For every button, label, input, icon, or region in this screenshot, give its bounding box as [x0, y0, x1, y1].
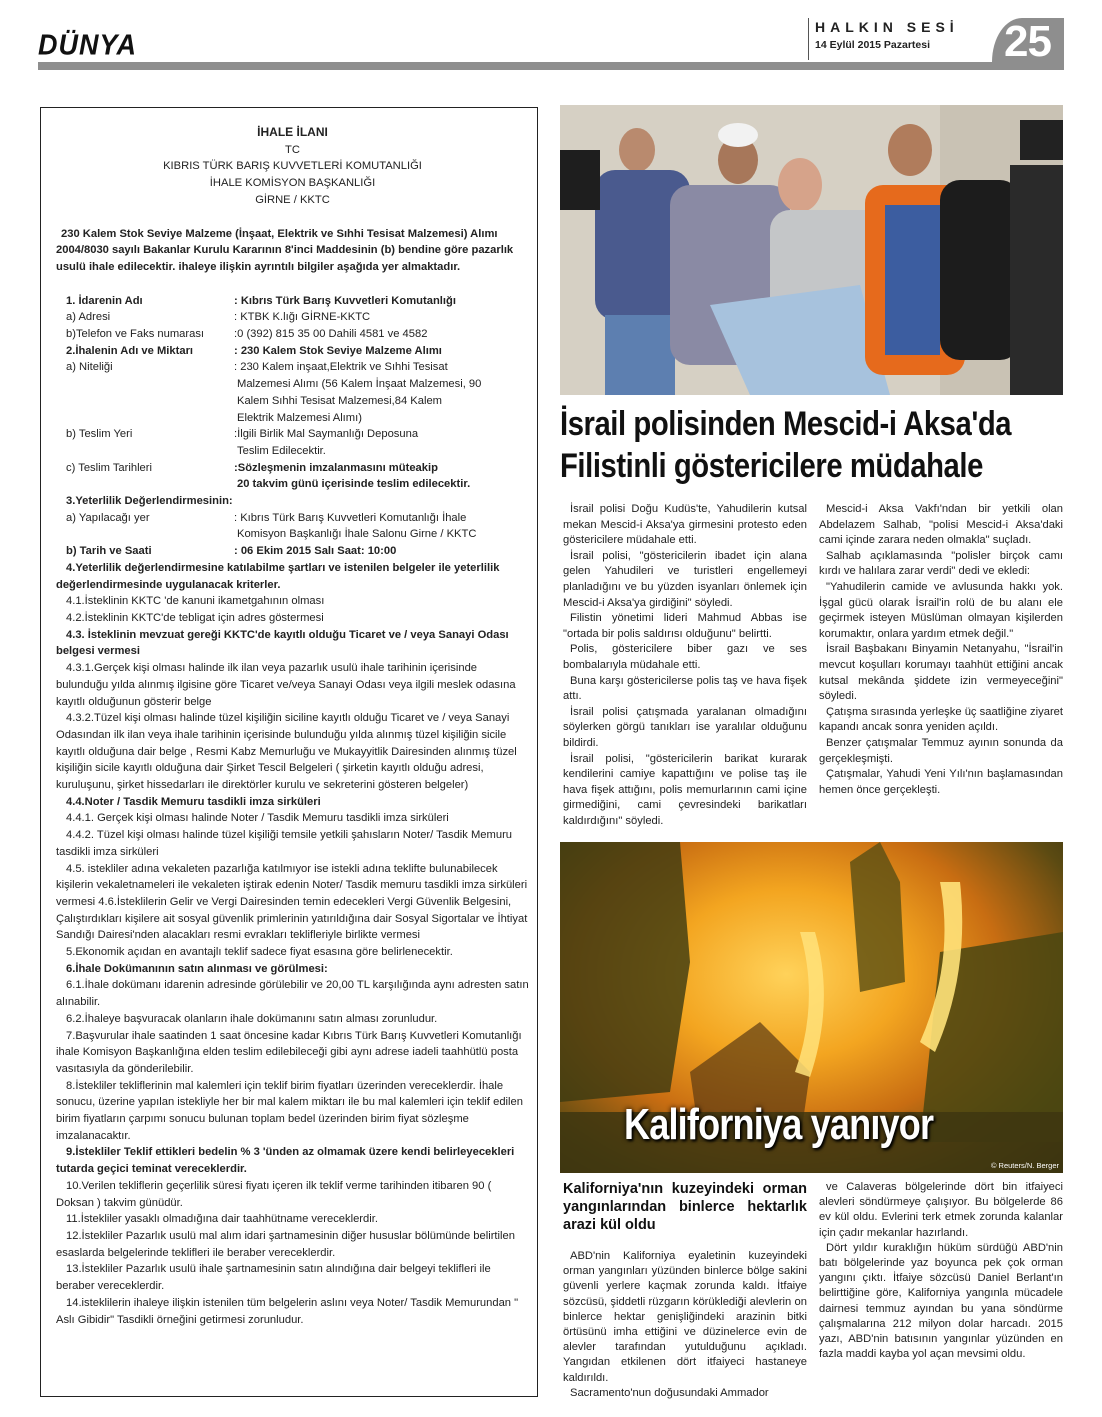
notice-paragraph: 4.1.İsteklinin KKTC 'de kanuni ikametgahının olması	[66, 595, 325, 608]
notice-field	[56, 426, 529, 459]
article-paragraph: ABD'nin Kaliforniya eyaletinin kuzeyindeki orman yangınları yüzünden binlerce bölge sakini güvenli yerlere kaçmak zorunda kaldı. İtfaiye sözcüsü, şiddetli rüzgarın körüklediği alevlerin on binlerce hektar genişliğindeki arazinin bitki örtüsünü imha ettiğini ve düzinelerce evin de alevler tarafından yutulduğunu açıkladı. Yangıdan etkilenen dört itfaiyeci hastaneye kaldırıldı.	[563, 1250, 807, 1384]
field-value-line: : Kıbrıs Türk Barış Kuvvetleri Komutanlığı	[234, 294, 456, 307]
article-column	[819, 502, 1063, 829]
article-paragraph: İsrail polisi, "göstericilerin barikat kurarak kendilerini camiye kapattığını ve polise taş ile hava fişek attığını, polis memurlarının cami içine girmediğini, cami çevresindeki barikatları kaldırdığını" söyledi.	[563, 752, 807, 827]
article-body	[563, 502, 1063, 829]
notice-paragraph: 6.2.İhaleye başvuracak olanların ihale dokümanını satın alması zorunludur.	[66, 1012, 438, 1025]
field-label: a) Yapılacağı yer	[66, 511, 150, 524]
article-paragraph: İsrail polisi, "göstericilerin ibadet için alana gelen Yahudileri ve turistleri engellemeyi planladığını ve bu yüzden isyanları önlemek için Mescid-i Aksa'ya girdiğini" söyledi.	[563, 549, 807, 609]
article-paragraph: Filistin yönetimi lideri Mahmud Abbas ise "ortada bir polis saldırısı olduğunu" belirtti.	[563, 612, 807, 640]
notice-field	[56, 343, 529, 360]
field-value	[234, 426, 529, 459]
field-label: 2.İhalenin Adı ve Miktarı	[66, 344, 194, 357]
masthead	[808, 18, 959, 60]
notice-paragraph: 4.4.2. Tüzel kişi olması halinde tüzel kişiliği temsile yetkili şahısların Noter/ Tasdik Memuru tasdikli imza sirküleri	[56, 829, 513, 858]
field-value-line: 20 takvim günü içerisinde teslim edilecektir.	[237, 478, 471, 491]
field-value-line: Kalem Sıhhi Tesisat Malzemesi,84 Kalem	[237, 394, 442, 407]
article-paragraph: Salhab açıklamasında "polisler birçok camı kırdı ve halılara zarar verdi" dedi ve ekledi:	[819, 549, 1063, 578]
tender-notice	[40, 107, 538, 1397]
article-paragraph: Benzer çatışmalar Temmuz ayının sonunda da gerçekleşmişti.	[819, 736, 1063, 765]
notice-field	[56, 326, 529, 343]
article-paragraph: İsrail polisi Doğu Kudüs'te, Yahudilerin kutsal mekan Mescid-i Aksa'ya girmesini protesto eden göstericilere müdahale etti.	[563, 503, 807, 547]
notice-field	[56, 510, 529, 543]
notice-paragraph: 4.4.Noter / Tasdik Memuru tasdikli imza sirküleri	[66, 795, 321, 808]
notice-fields	[56, 293, 529, 493]
field-value-line: :0 (392) 815 35 00 Dahili 4581 ve 4582	[234, 328, 428, 341]
field-value	[234, 293, 529, 310]
field-label: b) Tarih ve Saati	[66, 545, 152, 558]
article-paragraph: Mescid-i Aksa Vakfı'ndan bir yetkili olan Abdelazem Salhab, "polisi Mescid-i Aksa'daki cami içinde zarara neden olmakla" suçladı.	[819, 503, 1063, 547]
article-headline	[560, 403, 1012, 487]
field-value	[234, 359, 529, 426]
field-value-line: Malzemesi Alımı (56 Kalem İnşaat Malzemesi, 90	[237, 378, 482, 391]
field-value-line: : KTBK K.lığı GİRNE-KKTC	[234, 311, 371, 324]
article-paragraph: Polis, göstericilere biber gazı ve ses bombalarıyla müdahale etti.	[563, 643, 807, 671]
notice-field	[56, 543, 529, 560]
article-paragraph: "Yahudilerin camide ve avlusunda hakkı yok. İşgal gücü olarak İsrail'in rolü de bu alanı ele geçirmek isteyen Müslüman olmayan kişilerden korumaktır, onlara yardım etmek değil."	[819, 580, 1063, 640]
notice-paragraphs	[56, 560, 529, 1328]
notice-paragraph: 5.Ekonomik açıdan en avantajlı teklif sadece fiyat esasına göre belirlenecektir.	[66, 946, 453, 959]
notice-paragraph: 4.5. istekliler adına vekaleten pazarlığa katılmıyor ise istekli adına teklifte bulunabilecek kişilerin vekaletnameleri ile vekaleten iştirak edenin Noter/ Tasdik memuru tasdikli imza sirküleri vermesi 4.6.İsteklilerin Gelir ve Vergi Dairesinden temin edecekleri Vergi Güvenlik Belgesini, Çalıştırdıkları kişilere ait sosyal güvenlik primlerinin yatırıldığına dair Sosyal Sigortalar ve İhtiyat Sandığı Dairesi'nden alacakları resmi evrakları teklifleriyle birlikte vermesi	[56, 862, 528, 942]
article-column	[563, 502, 807, 829]
section3-fields	[56, 510, 529, 560]
notice-paragraph: 4.2.İsteklinin KKTC'de tebligat için adres göstermesi	[66, 611, 324, 624]
notice-paragraph: 7.Başvurular ihale saatinden 1 saat öncesine kadar Kıbrıs Türk Barış Kuvvetleri Komutanlığı ihale Komisyon Başkanlığına elden teslim edilebileceği gibi aynı adrese iadeli taahhütlü posta vasıtasıyla da gönderilebilir.	[56, 1029, 522, 1075]
field-value-line: Teslim Edilecektir.	[237, 444, 326, 457]
notice-field	[56, 309, 529, 326]
notice-field	[56, 293, 529, 310]
field-value-line: : 230 Kalem Stok Seviye Malzeme Alımı	[234, 344, 442, 357]
field-value	[234, 326, 529, 343]
field-label: a) Adresi	[66, 311, 111, 324]
issue-date: 14 Eylül 2015 Pazartesi	[815, 39, 930, 51]
notice-org-line: KIBRIS TÜRK BARIŞ KUVVETLERİ KOMUTANLIĞI	[163, 160, 422, 173]
field-label: 1. İdarenin Adı	[66, 294, 143, 307]
article-column	[563, 1180, 807, 1401]
notice-paragraph: 8.İstekliler tekliflerinin mal kalemleri için teklif birim fiyatları üzerinden vereceklerdir. İhale sonucu, üzerine yapılan istekliyle her bir mal kalem miktarı ile bu mal kalemleri için teklif edilen birim fiyatların çarpımı sonucu bulunan toplam bedel üzerinden birim fiyat sözleşme imzalanacaktır.	[56, 1079, 523, 1142]
field-value	[234, 543, 529, 560]
section-title: DÜNYA	[38, 29, 137, 61]
field-value	[234, 343, 529, 360]
notice-paragraph: 4.3.1.Gerçek kişi olması halinde ilk ilan veya pazarlık usulü ihale tarihinin içerisinde bulunduğu yılda alınmış ilgisine göre Ticaret ve/veya Sanayi Odası veya ilgili meslek odasına kayıtlı olduğunun gösterir belge	[56, 662, 516, 708]
notice-org-line: TC	[285, 143, 300, 156]
notice-paragraph: 4.3. İsteklinin mevzuat gereği KKTC'de kayıtlı olduğu Ticaret ve / veya Sanayi Odası belgesi vermesi	[56, 628, 509, 658]
notice-paragraph: 4.3.2.Tüzel kişi olması halinde tüzel kişiliğin siciline kayıtlı olduğu Ticaret ve / veya Sanayi Odasından ilk ilan veya ihale tarihinin içerisinde bulunduğu yılda alınmış tüzel kişiliğin sicile kayıtlı olduğuna dair belge , Resmi Kabz Memurluğu ve Mukayyitlik Dairesinden alınmış tüzel kişiliğin sicile kayıtlı olduğuna dair Şirket Tescil Belgeleri ( şirketin kayıtlı olduğu adresi, kuruluşunu, şirket hissedarları ile direktörler kurulu ve sekreterini gösteren belgeler)	[56, 712, 517, 792]
field-value-line: Elektrik Malzemesi Alımı)	[237, 411, 362, 424]
notice-paragraph: 6.İhale Dokümanının satın alınması ve görülmesi:	[66, 962, 328, 975]
article-paragraph: ve Calaveras bölgelerinde dört bin itfaiyeci alevleri söndürmeye çalışıyor. Bu bölgelerde 86 ev kül oldu. Evlerini terk etmek zorunda kalanlar için çadır mekanlar hazırlandı.	[819, 1181, 1063, 1239]
article-body	[563, 1180, 1063, 1401]
article-column	[819, 1180, 1063, 1401]
article-paragraph: Çatışmalar, Yahudi Yeni Yılı'nın başlamasından hemen önce gerçekleşti.	[819, 768, 1063, 796]
article-paragraph: Çatışma sırasında yerleşke üç saatliğine ziyaret kapandı ancak sonra yeniden açıldı.	[819, 705, 1063, 734]
news-photo-injured-youth	[560, 105, 1063, 395]
notice-org-line: İHALE KOMİSYON BAŞKANLIĞI	[209, 177, 376, 190]
headline-line: İsrail polisinden Mescid-i Aksa'da	[560, 405, 1012, 443]
notice-intro: 230 Kalem Stok Seviye Malzeme (İnşaat, Elektrik ve Sıhhi Tesisat Malzemesi) Alımı 2004/8030 sayılı Bakanlar Kurulu Kararının 8'inci Maddesinin (b) bendine göre pazarlık usulü ihale edilecektir. ihaleye ilişkin ayrıntılı bilgiler aşağıda yer almaktadır.	[56, 227, 514, 273]
field-value	[234, 460, 529, 493]
notice-paragraph: 10.Verilen tekliflerin geçerlilik süresi fiyatı içeren ilk teklif verme tarihinden itibaren 90 ( Doksan ) takvim günüdür.	[56, 1179, 492, 1209]
article-paragraph: Buna karşı göstericilerse polis taş ve hava fişek attı.	[563, 674, 807, 703]
field-label: a) Niteliği	[66, 361, 113, 374]
notice-field	[56, 359, 529, 426]
notice-paragraph: 9.İstekliler Teklif ettikleri bedelin % 3 'ünden az olmamak üzere kendi belirleyecekleri tutarda geçici teminat vereceklerdir.	[56, 1146, 515, 1176]
article-paragraph: İsrail polisi çatışmada yaralanan olmadığını söylerken görgü tanıkları ise yaralılar olduğunu bildirdi.	[563, 705, 807, 749]
notice-paragraph: 6.1.İhale dokümanı idarenin adresinde görülebilir ve 20,00 TL karşılığında aynı adresten satın alınabilir.	[56, 979, 529, 1009]
notice-paragraph: 4.Yeterlilik değerlendirmesine katılabilme şartları ve istenilen belgeler ile yeterlilik değerlendirmesinde uygulanacak kriterler.	[56, 561, 500, 591]
field-value	[234, 510, 529, 543]
notice-paragraph: 11.İstekliler yasaklı olmadığına dair taahhütname vereceklerdir.	[66, 1213, 378, 1226]
notice-paragraph: 12.İstekliler Pazarlık usulü mal alım idari şartnamesinin diğer hususlar bölümünde belirtilen esaslarda belgelerinde teklifleri ile beraber vereceklerdir.	[56, 1230, 515, 1259]
article-paragraph: Sacramento'nun doğusundaki Ammador	[570, 1386, 769, 1399]
field-value-line: : 230 Kalem inşaat,Elektrik ve Sıhhi Tesisat	[234, 361, 448, 374]
paper-name: HALKIN SESİ	[815, 19, 959, 35]
field-label: b) Teslim Yeri	[66, 428, 133, 441]
article-paragraph: Dört yıldır kuraklığın hüküm sürdüğü ABD'nin batı bölgelerinde yaz boyunca pek çok orman yangını çıktı. İtfaiye sözcüsü Daniel Berlant'ın belirttiğine göre, Kaliforniya yangınla mücadele dairnesi temmuz ayından bu yana söndürme çalışmalarına 212 milyon dolar harcadı. 2015 yazı, ABD'nin batısının yangınlar yüzünden en fazla maddi kayba yol açan mevsimi oldu.	[819, 1241, 1063, 1361]
notice-paragraph: 14.isteklilerin ihaleye ilişkin istenilen tüm belgelerin aslını veya Noter/ Tasdik Memurundan " Aslı Gibidir" Tasdikli örneğini getirmesi zorunludur.	[56, 1296, 519, 1326]
photo-headline: Kaliforniya yanıyor	[624, 1100, 934, 1149]
field-value-line: :İlgili Birlik Mal Saymanlığı Deposuna	[234, 428, 419, 441]
section3-title: 3.Yeterlilik Değerlendirmesinin:	[66, 495, 233, 508]
field-label: c) Teslim Tarihleri	[66, 461, 152, 474]
header-rule	[38, 62, 1064, 70]
field-value-line: :Sözleşmenin imzalanmasını müteakip	[234, 461, 438, 474]
photo-credit: © Reuters/N. Berger	[990, 1161, 1059, 1170]
field-value-line: Komisyon Başkanlığı İhale Salonu Girne / KKTC	[237, 528, 477, 541]
headline-line: Filistinli göstericilere müdahale	[560, 447, 983, 485]
notice-org-line: GİRNE / KKTC	[255, 193, 330, 206]
notice-paragraph: 13.İstekliler Pazarlık usulü ihale şartnamesinin satın alındığına dair belgeyi teklifleri ile beraber vereceklerdir.	[56, 1263, 491, 1293]
field-value-line: : 06 Ekim 2015 Salı Saat: 10:00	[234, 545, 397, 558]
article-paragraph: İsrail Başbakanı Binyamin Netanyahu, "İsrail'in mevcut koşulları korumayı taahhüt ettiğini ancak kutsal mekânda şiddete izin vermeyeceğini" söyledi.	[819, 643, 1063, 703]
notice-field	[56, 460, 529, 493]
field-label: b)Telefon ve Faks numarası	[66, 328, 205, 341]
photo-illustration	[560, 105, 1063, 395]
page-number: 25	[1004, 17, 1051, 66]
article-subhead: Kaliforniya'nın kuzeyindeki orman yangınlarından binlerce hektarlık arazi kül oldu	[563, 1181, 807, 1233]
field-value	[234, 309, 529, 326]
field-value-line: : Kıbrıs Türk Barış Kuvvetleri Komutanlığı İhale	[234, 511, 467, 524]
notice-paragraph: 4.4.1. Gerçek kişi olması halinde Noter / Tasdik Memuru tasdikli imza sirküleri	[66, 812, 449, 825]
news-photo-wildfire	[560, 842, 1063, 1173]
notice-title: İHALE İLANI	[257, 125, 328, 139]
